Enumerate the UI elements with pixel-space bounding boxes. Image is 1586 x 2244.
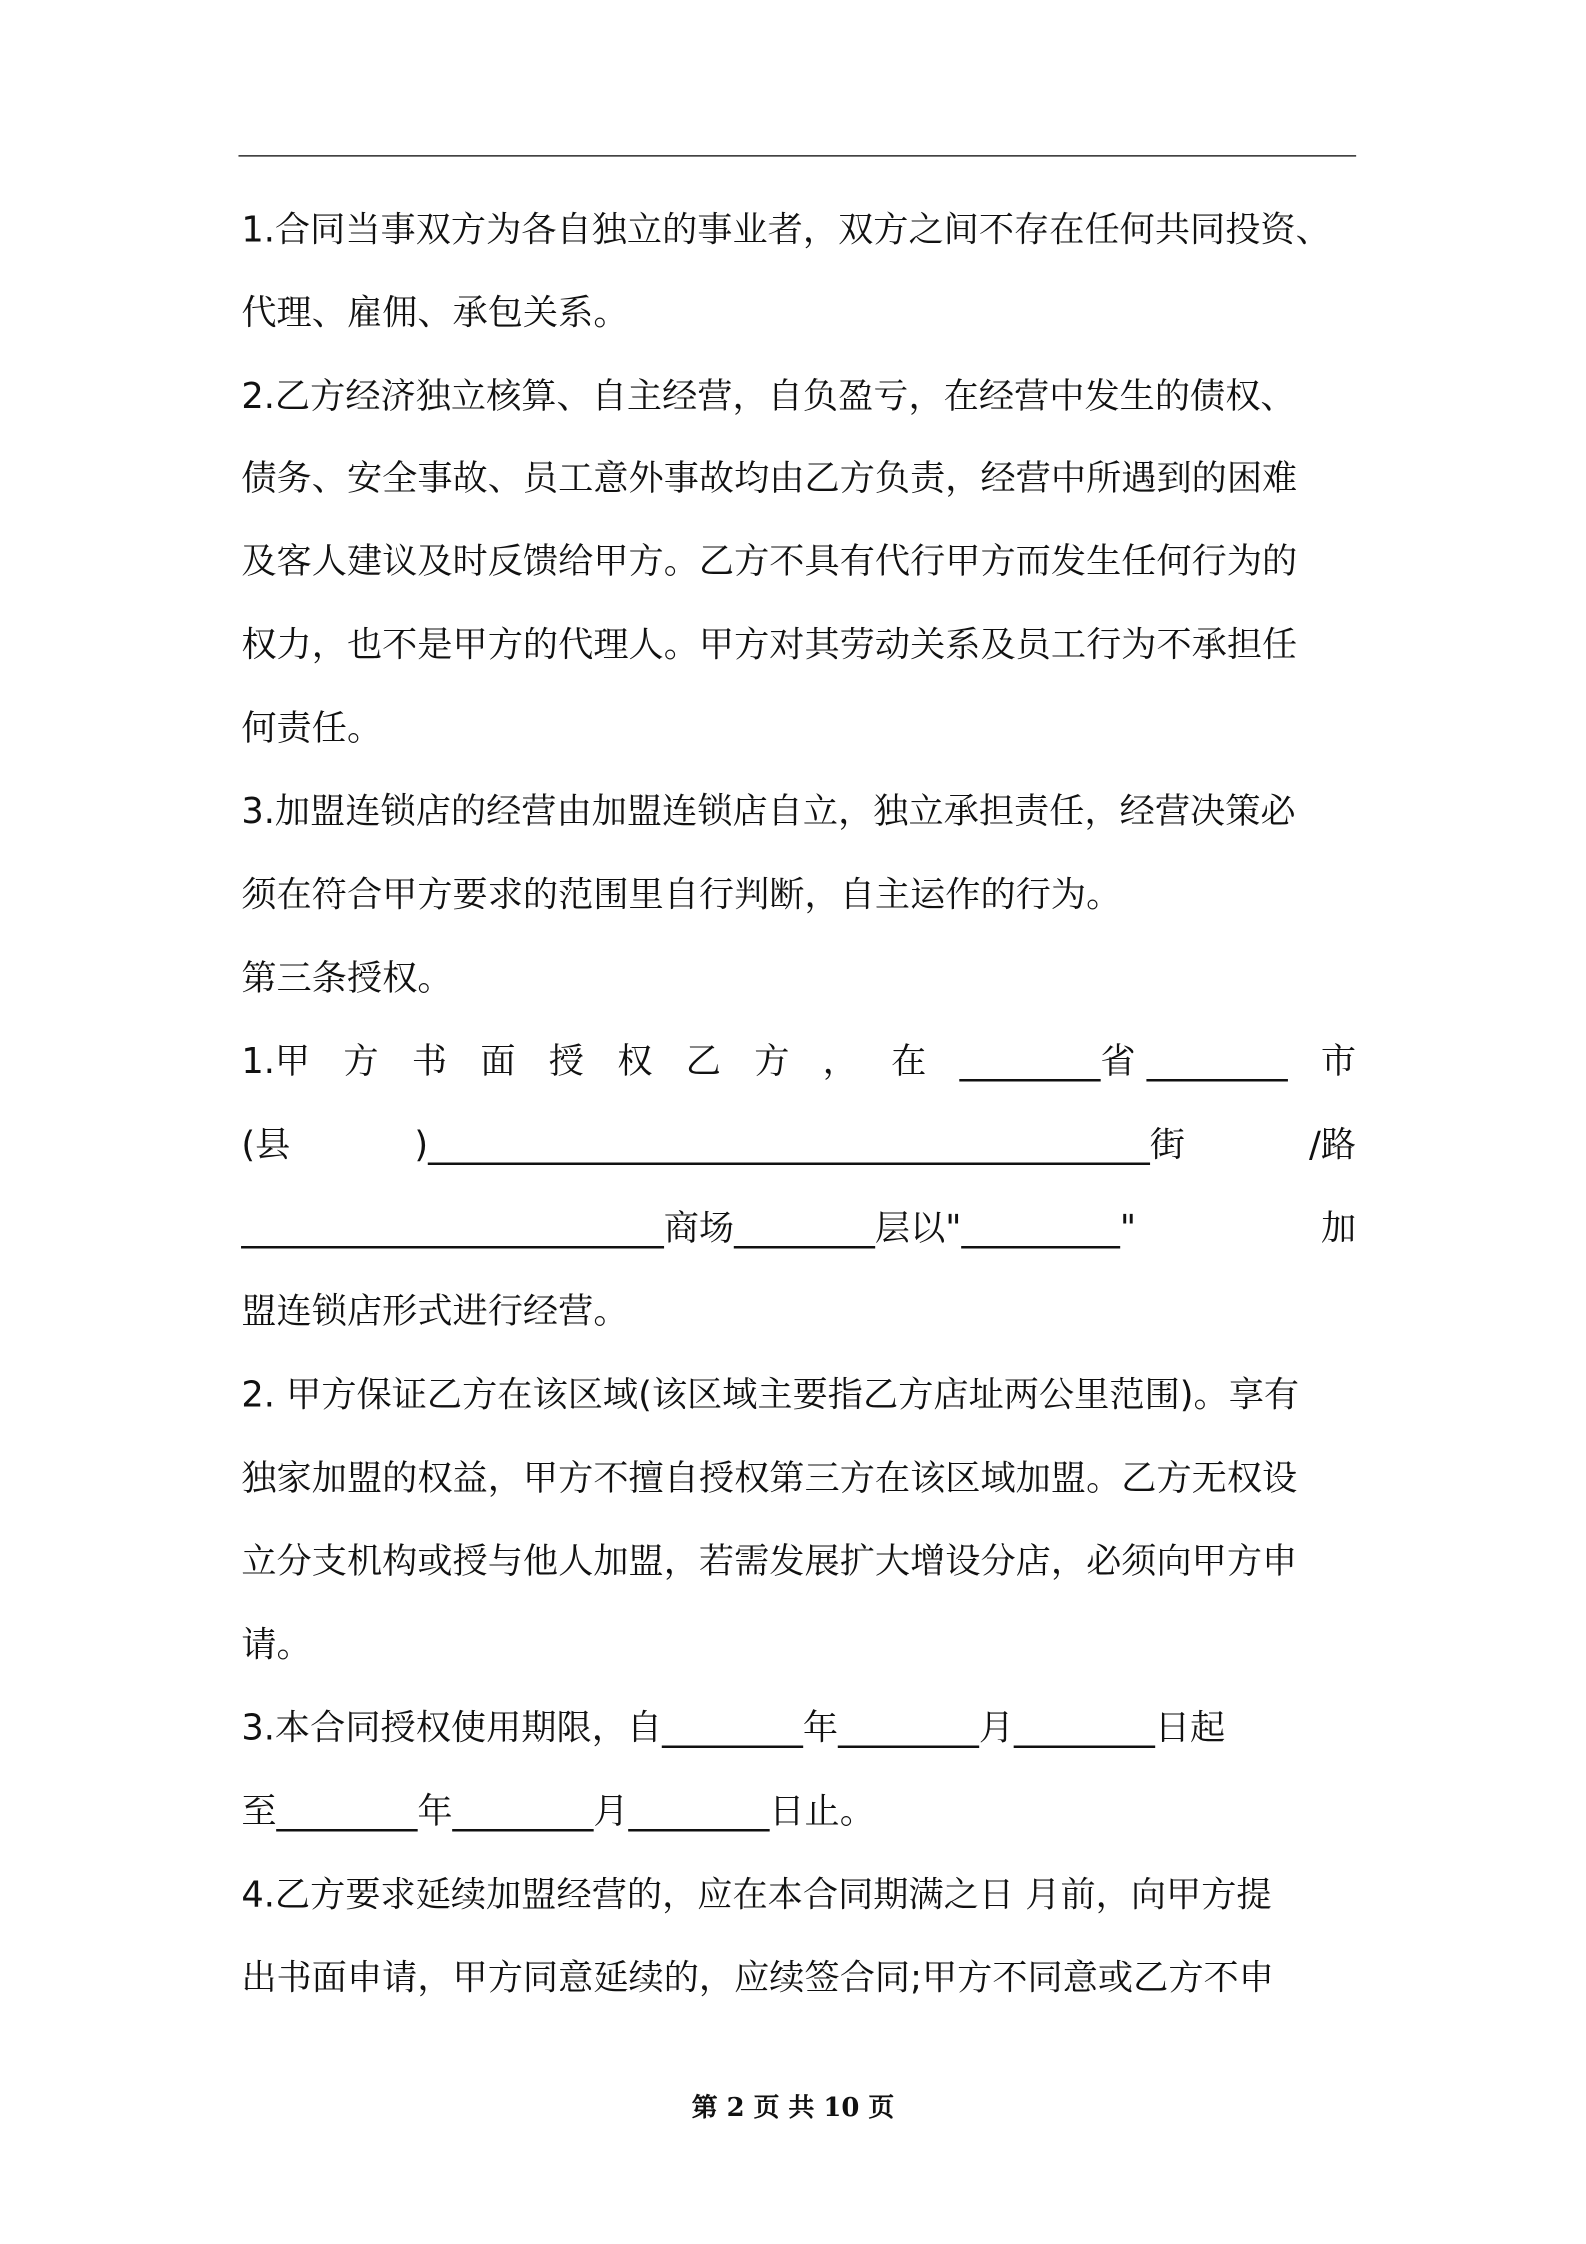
token: 在 xyxy=(891,1040,927,1082)
section-heading: 第三条授权。 xyxy=(241,956,453,999)
token: 方 xyxy=(343,1040,379,1082)
text-line: 独家加盟的权益，甲方不擅自授权第三方在该区域加盟。乙方无权设 xyxy=(241,1456,1298,1499)
token: 方 xyxy=(754,1040,790,1082)
text-line: 权力，也不是甲方的代理人。甲方对其劳动关系及员工行为不承担任 xyxy=(241,623,1298,666)
text-line: 出书面申请，甲方同意延续的，应续签合同;甲方不同意或乙方不申 xyxy=(241,1956,1274,1999)
token: 书 xyxy=(411,1040,448,1082)
justified-line-1 xyxy=(241,1037,1356,1086)
text-line: 3.本合同授权使用期限，自________年________月________日起 xyxy=(241,1706,1226,1749)
text-line: 2.乙方经济独立核算、自主经营，自负盈亏，在经营中发生的债权、 xyxy=(241,374,1296,417)
text-line: 代理、雇佣、承包关系。 xyxy=(241,291,629,334)
token: 乙 xyxy=(685,1040,721,1082)
text-line: 1.合同当事双方为各自独立的事业者，双方之间不存在任何共同投资、 xyxy=(241,208,1331,250)
text-line: 及客人建议及时反馈给甲方。乙方不具有代行甲方而发生任何行为的 xyxy=(241,540,1298,582)
text-line: 立分支机构或授与他人加盟，若需发展扩大增设分店，必须向甲方申 xyxy=(241,1540,1298,1582)
token: ________________________商场________层以"_________" xyxy=(241,1206,1137,1249)
token: /路 xyxy=(1309,1123,1357,1166)
justified-line-2 xyxy=(241,1121,1356,1170)
text-line: 盟连锁店形式进行经营。 xyxy=(241,1290,629,1332)
token: 加 xyxy=(1320,1206,1357,1249)
justified-line-3 xyxy=(241,1204,1356,1253)
token: (县 xyxy=(241,1123,291,1166)
token: 市 xyxy=(1320,1040,1357,1082)
token: ________省 ________ xyxy=(959,1040,1288,1082)
text-line: 何责任。 xyxy=(241,706,383,749)
token: 1.甲 xyxy=(241,1040,311,1082)
token: 权 xyxy=(617,1040,653,1082)
token: ， xyxy=(822,1040,858,1082)
token: )_________________________________________街 xyxy=(414,1123,1185,1166)
text-line: 须在符合甲方要求的范围里自行判断，自主运作的行为。 xyxy=(241,873,1122,916)
header-rule xyxy=(238,155,1356,156)
text-line: 3.加盟连锁店的经营由加盟连锁店自立，独立承担责任，经营决策必 xyxy=(241,790,1296,832)
text-line: 至________年________月________日止。 xyxy=(241,1790,875,1832)
token: 授 xyxy=(548,1040,585,1082)
text-line: 请。 xyxy=(241,1623,312,1666)
page-number: 第 2 页 共 10 页 xyxy=(691,2093,895,2124)
text-line: 债务、安全事故、员工意外事故均由乙方负责，经营中所遇到的困难 xyxy=(241,456,1298,499)
text-line: 4.乙方要求延续加盟经营的，应在本合同期满之日 月前，向甲方提 xyxy=(241,1873,1272,1915)
text-line: 2. 甲方保证乙方在该区域(该区域主要指乙方店址两公里范围)。享有 xyxy=(241,1373,1300,1416)
token: 面 xyxy=(480,1040,516,1082)
